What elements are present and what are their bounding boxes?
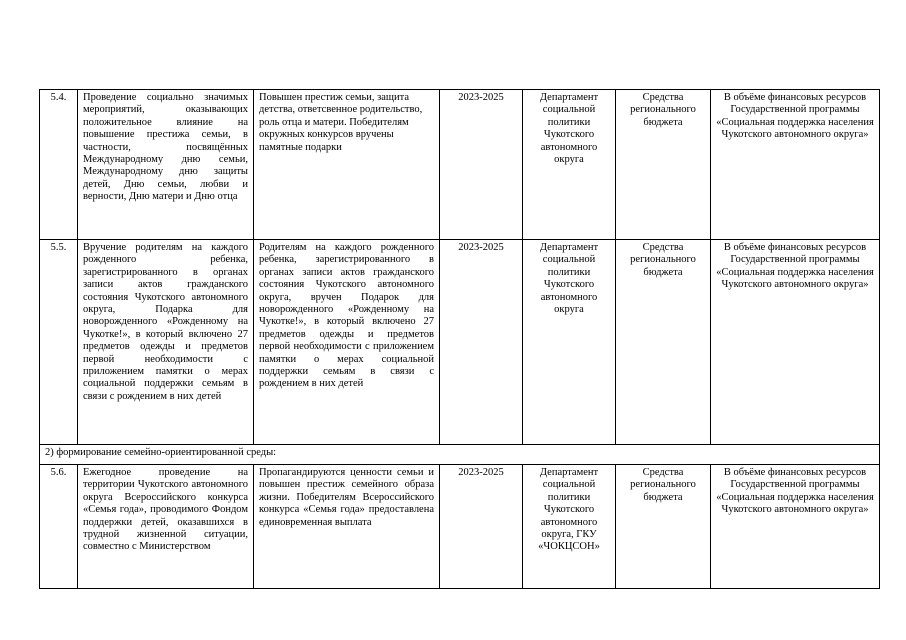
- funding-volume: В объёме финансовых ресурсов Государственной программы «Социальная поддержка населения Чукотского автономного округа»: [711, 240, 880, 445]
- expected-result: Повышен престиж семьи, защита детства, ответсвенное родительство, роль отца и матери. Победителям окружных конкурсов вручены памятные подарки: [254, 90, 440, 240]
- expected-result: Родителям на каждого рожденного ребенка, зарегистрированного в органах записи актов гражданского состояния Чукотского автономного округа, вручен Подарок для новорожденного «Рожденному на Чукотке!», в который включено 27 предметов одежды и предметов первой необходимости с приложением памятки о мерах социальной поддержки семьям в связи с рождением в них детей: [254, 240, 440, 445]
- table-row: [40, 465, 880, 589]
- funding-volume: В объёме финансовых ресурсов Государственной программы «Социальная поддержка населения Чукотского автономного округа»: [711, 465, 880, 589]
- row-number: 5.6.: [40, 465, 78, 589]
- event-description: Ежегодное проведение на территории Чукотского автономного округа Всероссийского конкурса «Семья года», проводимого Фондом поддержки детей, оказавшихся в трудной жизненной ситуации, совместно с Министерством: [83, 467, 248, 553]
- funding-source: Средства регионального бюджета: [616, 465, 711, 589]
- table-row: [40, 90, 880, 240]
- event-description: Вручение родителям на каждого рожденного ребенка, зарегистрированного в органах записи актов гражданского состояния Чукотского автономного округа, Подарка для новорожденного «Рожденному на Чукотке!», в который включено 27 предметов одежды и предметов первой необходимости с приложением памятки о мерах социальной поддержки семьям в связи с рождением в них детей: [78, 240, 254, 445]
- event-description: Проведение социально значимых мероприятий, оказывающих положительное влияние на повышение престижа семьи, в частности, посвящённых Международному дню семьи, Международному дню защиты детей, Дню семьи, любви и верности, Дню матери и Дню отца: [78, 90, 254, 240]
- executor: Департамент социальной политики Чукотского автономного округа: [523, 240, 616, 445]
- row-number: 5.5.: [40, 240, 78, 445]
- measures-table: [39, 89, 880, 589]
- section-header: 2) формирование семейно-ориентированной среды:: [40, 445, 880, 465]
- funding-source: Средства регионального бюджета: [616, 90, 711, 240]
- section-row: [40, 445, 880, 465]
- event-description-cell: [78, 465, 254, 589]
- expected-result: Пропагандируются ценности семьи и повышен престиж семейного образа жизни. Победителям Всероссийского конкурса «Семья года» предоставлена единовременная выплата: [254, 465, 440, 589]
- executor: Департамент социальной политики Чукотского автономного округа: [523, 90, 616, 240]
- funding-volume: В объёме финансовых ресурсов Государственной программы «Социальная поддержка населения Чукотского автономного округа»: [711, 90, 880, 240]
- table-row: [40, 240, 880, 445]
- period: 2023-2025: [440, 240, 523, 445]
- row-number: 5.4.: [40, 90, 78, 240]
- period: 2023-2025: [440, 90, 523, 240]
- funding-source: Средства регионального бюджета: [616, 240, 711, 445]
- executor: Департамент социальной политики Чукотского автономного округа, ГКУ «ЧОКЦСОН»: [523, 465, 616, 589]
- period: 2023-2025: [440, 465, 523, 589]
